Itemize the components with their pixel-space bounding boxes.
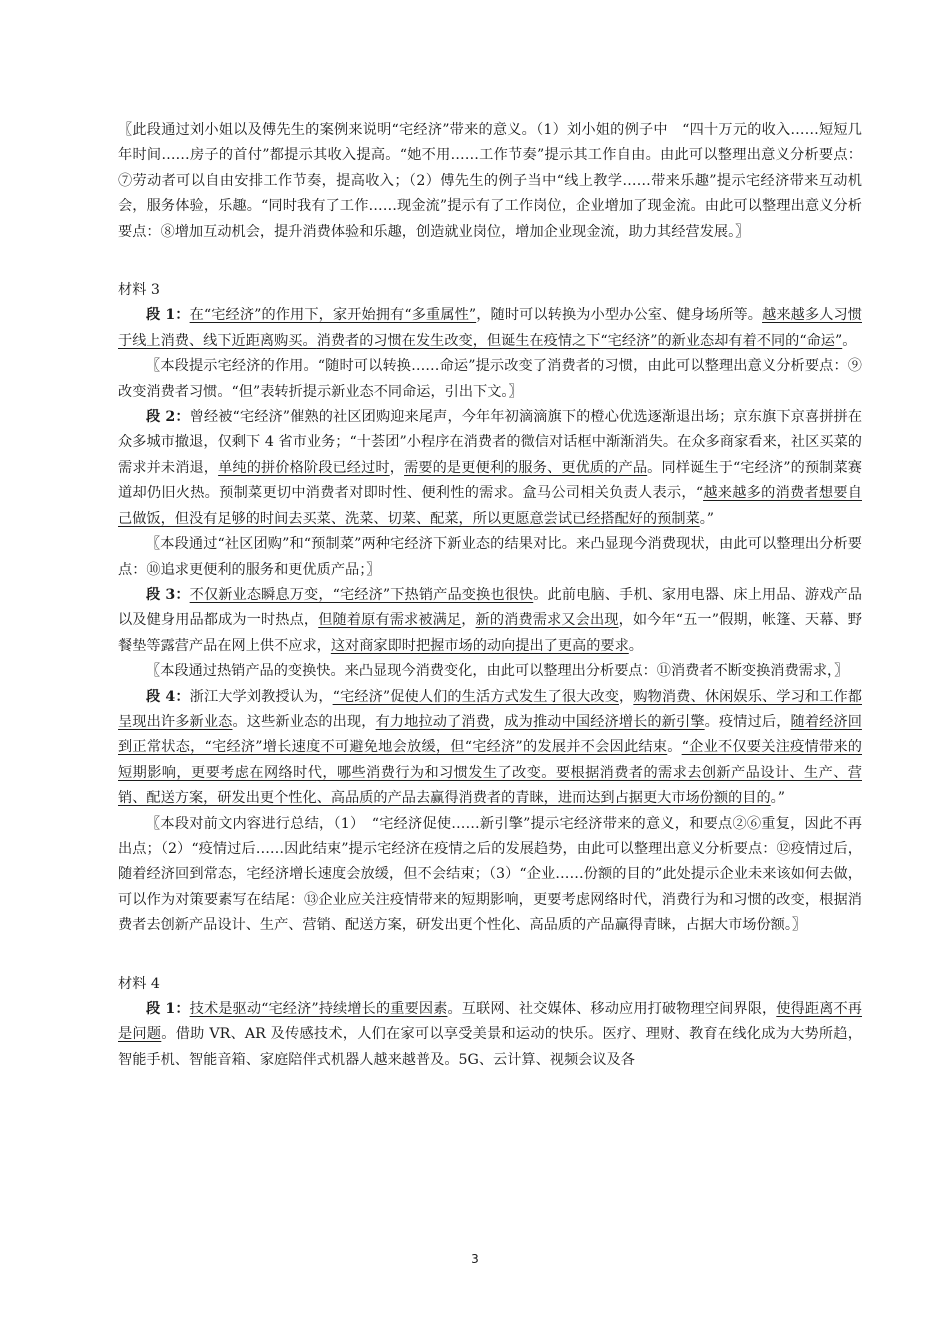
m3-p1-label: 段 1： (146, 307, 190, 324)
underlined-text: 新的消费需求又会出现 (475, 612, 619, 629)
body-text: 。疫情过后， (704, 713, 791, 730)
m3-p3-label: 段 3： (146, 586, 190, 603)
underlined-text: 随着经济回到正常状态，“宅经济”增长速度不可避免地会放缓，但“宅经济”的发展并不会因此结束 (118, 713, 862, 756)
body-text: 。” (699, 510, 715, 527)
underlined-text: 单纯的拼价格阶段已经过时 (218, 459, 390, 476)
underlined-text: 成为推动中国经济增长的新引擎 (504, 713, 705, 730)
material-3-title: 材料 3 (118, 282, 160, 299)
m3-p4-label: 段 4： (146, 688, 190, 705)
m3-p2-label: 段 2： (146, 409, 190, 426)
m3-paragraph-2 (118, 405, 862, 532)
body-text: ，随时可以转换为小型办公室、健身场所等。 (476, 307, 763, 324)
body-text: 。同样诞生于“宅经济”的预制菜赛道却仍旧火热。预制菜更切中消费者对即时性、便利性的需求。盒马公司相关负责人表示，“ (118, 459, 862, 502)
page-number: 3 (471, 1252, 479, 1266)
underlined-text: 但随着原有需求被满足 (318, 612, 462, 629)
underlined-text: 越来越多人习惯于线上消费、线下近距离购买。 (118, 307, 862, 349)
body-text: 。 (628, 637, 643, 654)
m3-note-4: 〖本段对前文内容进行总结，（1） “宅经济促使……新引擎”提示宅经济带来的意义，和要点②⑥重复，因此不再出点；（2）“疫情过后……因此结束”提示宅经济在疫情之后的发展趋势，由此可以整理出意义分析要点：⑫疫情过后，随着经济回到常态，宅经济增长速度会放缓，但不会结束；（3）“企业……份额的目的”此处提示企业未来该如何去做，可以作为对策要素写在结尾：⑬企业应关注疫情带来的短期影响，更要考虑网络时代，消费行为和习惯的改变，根据消费者去创新产品设计、生产、营销、配送方案，研发出更个性化、高品质的产品赢得青睐，占据大市场份额。〗 (118, 815, 862, 934)
m3-note-2: 〖本段通过“社区团购”和“预制菜”两种宅经济下新业态的结果对比。来凸显现今消费现状，由此可以整理出分析要点：⑩追求更便利的服务和更优质产品；〗 (118, 536, 862, 578)
underlined-text: 使得距离不再是问题 (118, 1001, 862, 1043)
m3-paragraph-1 (118, 303, 862, 354)
body-text: 。互联网、社交媒体、移动应用打破物理空间界限， (447, 1001, 777, 1017)
m3-note-1: 〖本段提示宅经济的作用。“随时可以转换……命运”提示改变了消费者的习惯，由此可以整理出意义分析要点：⑨改变消费者习惯。“但”表转折提示新业态不同命运，引出下文。〗 (118, 358, 862, 400)
underlined-text: 消费者的习惯在发生改变，但诞生在疫情之下“宅经济”的新业态却有着不同的“命运” (316, 332, 843, 349)
material-4-title: 材料 4 (118, 975, 160, 992)
underlined-text: 这对商家即时把握市场的动向提出了更高的要求 (330, 637, 629, 654)
body-text: ，如今年“五一”假期，帐篷、天幕、野餐垫等露营产品在网上供不应求， (118, 612, 862, 654)
m3-paragraph-3 (118, 583, 862, 659)
underlined-text: 越来越多的消费者想要自己做饭，但没有足够的时间去买菜、洗菜、切菜、配菜，所以更愿意尝试已经搭配好的预制菜 (118, 485, 862, 527)
m3-paragraph-4 (118, 685, 862, 812)
body-text: ， (619, 688, 634, 705)
body-text: 。 (842, 332, 857, 349)
body-text: 浙江大学刘教授认为， (189, 688, 333, 705)
body-text: ， (389, 459, 405, 476)
body-text: 。此前电脑、手机、家用电器、床上用品、游戏产品以及健身用品都成为一时热点， (118, 586, 862, 629)
body-text: 。这些新业态的出现， (232, 713, 376, 730)
body-text: ， (490, 713, 505, 730)
underlined-text: 需要的是更便利的服务、更优质的产品 (404, 459, 648, 476)
section-gap (118, 939, 862, 972)
body-text: 。借助 VR、AR 及传感技术，人们在家可以享受美景和运动的快乐。医疗、理财、教育在线化成为大势所趋，智能手机、智能音箱、家庭陪伴式机器人越来越普及。5G、云计算、视频会议及各 (118, 1026, 862, 1068)
underlined-text: 技术是驱动“宅经济”持续增长的重要因素 (189, 1001, 448, 1017)
m4-p1-label: 段 1： (146, 1001, 190, 1017)
underlined-text: “企业不仅要关注疫情带来的短期影响，更要考虑在网络时代，哪些消费行为和习惯发生了改变。要根据消费者的需求去创新产品设计、生产、营销、配送方案，研发出更个性化、高品质的产品去赢得消费者的青睐，进而达到占据更大市场份额的目的 (118, 739, 862, 807)
underlined-text: 不仅新业态瞬息万变，“宅经济”下热销产品变换也很快 (189, 586, 534, 603)
body-text: ， (461, 612, 476, 629)
body-text: 。” (770, 790, 785, 807)
underlined-text: 购物消费、休闲娱乐、学习和工作都呈现出许多新业态 (118, 688, 862, 730)
analysis-note-m2: 〖此段通过刘小姐以及傅先生的案例来说明“宅经济”带来的意义。（1）刘小姐的例子中 “四十万元的收入……短短几年时间……房子的首付”都提示其收入提高。“她不用……工作节奏”提示其工作自由。由此可以整理出意义分析要点：⑦劳动者可以自由安排工作节奏，提高收入；（2）傅先生的例子当中“线上教学……带来乐趣”提示宅经济带来互动机会，服务体验，乐趣。“同时我有了工作……现金流”提示有了工作岗位，企业增加了现金流。由此可以整理出意义分析要点：⑧增加互动机会，提升消费体验和乐趣，创造就业岗位，增加企业现金流，助力其经营发展。〗 (118, 122, 862, 240)
underlined-text: 有力地拉动了消费 (375, 713, 491, 730)
underlined-text: 在“宅经济”的作用下，家开始拥有“多重属性” (189, 307, 477, 324)
m4-paragraph-1 (118, 997, 862, 1073)
m3-note-3: 〖本段通过热销产品的变换快。来凸显现今消费变化，由此可以整理出分析要点：⑪消费者不断变换消费需求，〗 (146, 663, 849, 680)
section-gap (118, 245, 862, 278)
body-text: 。 (667, 739, 682, 756)
page-content (118, 118, 862, 1073)
body-text: 曾经被“宅经济”催熟的社区团购迎来尾声，今年年初滴滴旗下的橙心优选逐渐退出场；京东旗下京喜拼拼在众多城市撤退，仅剩下 4 省市业务；“十荟团”小程序在消费者的微信对话框中渐渐消失。在众多商家看来，社区买菜的需求并未消退， (118, 409, 863, 476)
underlined-text: “宅经济”促使人们的生活方式发生了很大改变 (332, 688, 620, 705)
